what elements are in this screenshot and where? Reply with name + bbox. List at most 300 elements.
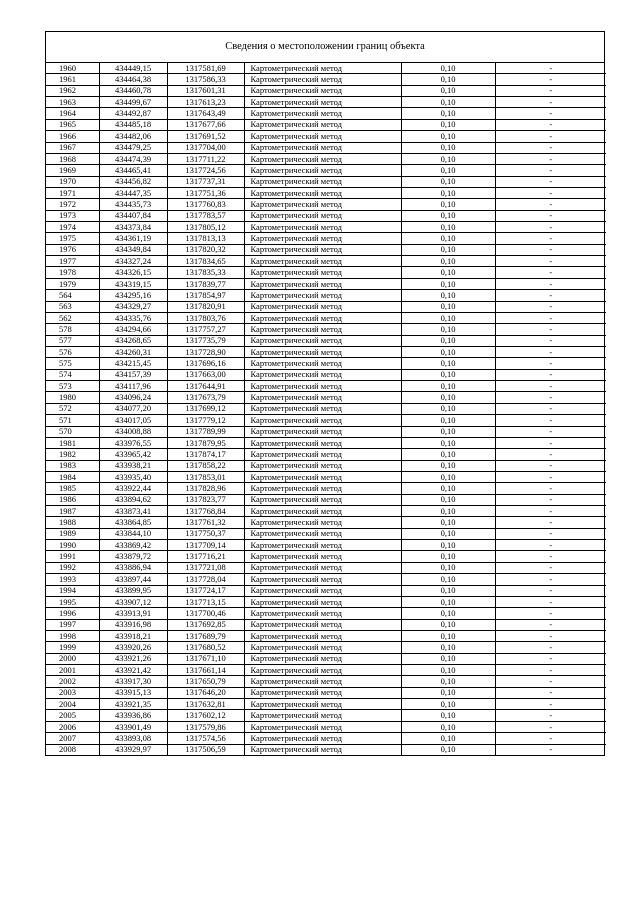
accuracy-cell: 0,10	[401, 653, 495, 664]
accuracy-cell: 0,10	[401, 574, 495, 585]
y-coordinate-cell: 1317601,31	[167, 85, 244, 96]
point-number-cell: 1973	[46, 210, 99, 221]
accuracy-cell: 0,10	[401, 210, 495, 221]
method-cell: Картометрический метод	[244, 85, 401, 96]
y-coordinate-cell: 1317643,49	[167, 108, 244, 119]
description-cell: -	[495, 483, 606, 494]
point-number-cell: 1963	[46, 97, 99, 108]
method-cell: Картометрический метод	[244, 483, 401, 494]
method-cell: Картометрический метод	[244, 665, 401, 676]
x-coordinate-cell: 433844,10	[99, 528, 167, 539]
table-row	[46, 710, 606, 721]
point-number-cell: 564	[46, 290, 99, 301]
point-number-cell: 2007	[46, 733, 99, 744]
table-row	[46, 74, 606, 85]
description-cell: -	[495, 721, 606, 732]
x-coordinate-cell: 434464,38	[99, 74, 167, 85]
point-number-cell: 2003	[46, 687, 99, 698]
y-coordinate-cell: 1317854,97	[167, 290, 244, 301]
x-coordinate-cell: 433922,44	[99, 483, 167, 494]
point-number-cell: 1984	[46, 471, 99, 482]
x-coordinate-cell: 434077,20	[99, 403, 167, 414]
y-coordinate-cell: 1317724,56	[167, 165, 244, 176]
x-coordinate-cell: 433921,26	[99, 653, 167, 664]
description-cell: -	[495, 210, 606, 221]
y-coordinate-cell: 1317853,01	[167, 471, 244, 482]
method-cell: Картометрический метод	[244, 392, 401, 403]
table-row	[46, 256, 606, 267]
y-coordinate-cell: 1317613,23	[167, 97, 244, 108]
x-coordinate-cell: 433921,35	[99, 699, 167, 710]
x-coordinate-cell: 433917,30	[99, 676, 167, 687]
x-coordinate-cell: 433920,26	[99, 642, 167, 653]
accuracy-cell: 0,10	[401, 687, 495, 698]
y-coordinate-cell: 1317751,36	[167, 187, 244, 198]
accuracy-cell: 0,10	[401, 449, 495, 460]
accuracy-cell: 0,10	[401, 63, 495, 74]
x-coordinate-cell: 434479,25	[99, 142, 167, 153]
x-coordinate-cell: 433918,21	[99, 630, 167, 641]
x-coordinate-cell: 433901,49	[99, 721, 167, 732]
x-coordinate-cell: 434335,76	[99, 312, 167, 323]
method-cell: Картометрический метод	[244, 574, 401, 585]
method-cell: Картометрический метод	[244, 210, 401, 221]
accuracy-cell: 0,10	[401, 415, 495, 426]
x-coordinate-cell: 433894,62	[99, 494, 167, 505]
accuracy-cell: 0,10	[401, 528, 495, 539]
accuracy-cell: 0,10	[401, 699, 495, 710]
y-coordinate-cell: 1317650,79	[167, 676, 244, 687]
y-coordinate-cell: 1317581,69	[167, 63, 244, 74]
table-row	[46, 63, 606, 74]
description-cell: -	[495, 517, 606, 528]
page-title: Сведения о местоположении границ объекта	[46, 32, 604, 63]
accuracy-cell: 0,10	[401, 460, 495, 471]
y-coordinate-cell: 1317813,13	[167, 233, 244, 244]
method-cell: Картометрический метод	[244, 256, 401, 267]
method-cell: Картометрический метод	[244, 517, 401, 528]
table-row	[46, 199, 606, 210]
description-cell: -	[495, 574, 606, 585]
y-coordinate-cell: 1317783,57	[167, 210, 244, 221]
table-row	[46, 233, 606, 244]
table-row	[46, 335, 606, 346]
y-coordinate-cell: 1317579,86	[167, 721, 244, 732]
y-coordinate-cell: 1317820,91	[167, 301, 244, 312]
accuracy-cell: 0,10	[401, 324, 495, 335]
point-number-cell: 2002	[46, 676, 99, 687]
table-row	[46, 301, 606, 312]
description-cell: -	[495, 551, 606, 562]
description-cell: -	[495, 608, 606, 619]
point-number-cell: 1982	[46, 449, 99, 460]
table-row	[46, 540, 606, 551]
description-cell: -	[495, 437, 606, 448]
description-cell: -	[495, 596, 606, 607]
accuracy-cell: 0,10	[401, 676, 495, 687]
y-coordinate-cell: 1317632,81	[167, 699, 244, 710]
table-row	[46, 665, 606, 676]
point-number-cell: 1961	[46, 74, 99, 85]
y-coordinate-cell: 1317586,33	[167, 74, 244, 85]
table-row	[46, 403, 606, 414]
table-row	[46, 471, 606, 482]
point-number-cell: 1988	[46, 517, 99, 528]
x-coordinate-cell: 434361,19	[99, 233, 167, 244]
description-cell: -	[495, 687, 606, 698]
point-number-cell: 1995	[46, 596, 99, 607]
table-row	[46, 187, 606, 198]
x-coordinate-cell: 434492,87	[99, 108, 167, 119]
description-cell: -	[495, 335, 606, 346]
y-coordinate-cell: 1317724,17	[167, 585, 244, 596]
point-number-cell: 578	[46, 324, 99, 335]
table-row	[46, 312, 606, 323]
boundary-sheet	[45, 31, 605, 756]
x-coordinate-cell: 433899,95	[99, 585, 167, 596]
point-number-cell: 1966	[46, 131, 99, 142]
description-cell: -	[495, 449, 606, 460]
method-cell: Картометрический метод	[244, 142, 401, 153]
table-row	[46, 346, 606, 357]
x-coordinate-cell: 434268,65	[99, 335, 167, 346]
y-coordinate-cell: 1317834,65	[167, 256, 244, 267]
y-coordinate-cell: 1317704,00	[167, 142, 244, 153]
x-coordinate-cell: 433936,86	[99, 710, 167, 721]
description-cell: -	[495, 358, 606, 369]
y-coordinate-cell: 1317858,22	[167, 460, 244, 471]
x-coordinate-cell: 433929,97	[99, 744, 167, 755]
table-row	[46, 483, 606, 494]
x-coordinate-cell: 434017,05	[99, 415, 167, 426]
table-row	[46, 153, 606, 164]
y-coordinate-cell: 1317750,37	[167, 528, 244, 539]
table-row	[46, 392, 606, 403]
method-cell: Картометрический метод	[244, 596, 401, 607]
accuracy-cell: 0,10	[401, 744, 495, 755]
x-coordinate-cell: 433864,85	[99, 517, 167, 528]
accuracy-cell: 0,10	[401, 358, 495, 369]
method-cell: Картометрический метод	[244, 687, 401, 698]
description-cell: -	[495, 630, 606, 641]
x-coordinate-cell: 434329,27	[99, 301, 167, 312]
point-number-cell: 1967	[46, 142, 99, 153]
table-row	[46, 426, 606, 437]
description-cell: -	[495, 346, 606, 357]
x-coordinate-cell: 433879,72	[99, 551, 167, 562]
y-coordinate-cell: 1317699,12	[167, 403, 244, 414]
method-cell: Картометрический метод	[244, 721, 401, 732]
description-cell: -	[495, 176, 606, 187]
x-coordinate-cell: 433869,42	[99, 540, 167, 551]
y-coordinate-cell: 1317737,31	[167, 176, 244, 187]
method-cell: Картометрический метод	[244, 449, 401, 460]
description-cell: -	[495, 119, 606, 130]
description-cell: -	[495, 153, 606, 164]
accuracy-cell: 0,10	[401, 176, 495, 187]
description-cell: -	[495, 63, 606, 74]
table-row	[46, 460, 606, 471]
x-coordinate-cell: 434482,06	[99, 131, 167, 142]
y-coordinate-cell: 1317671,10	[167, 653, 244, 664]
description-cell: -	[495, 267, 606, 278]
method-cell: Картометрический метод	[244, 676, 401, 687]
method-cell: Картометрический метод	[244, 312, 401, 323]
accuracy-cell: 0,10	[401, 256, 495, 267]
accuracy-cell: 0,10	[401, 346, 495, 357]
method-cell: Картометрический метод	[244, 653, 401, 664]
x-coordinate-cell: 433897,44	[99, 574, 167, 585]
table-row	[46, 642, 606, 653]
description-cell: -	[495, 665, 606, 676]
point-number-cell: 1978	[46, 267, 99, 278]
table-row	[46, 687, 606, 698]
method-cell: Картометрический метод	[244, 551, 401, 562]
x-coordinate-cell: 434485,18	[99, 119, 167, 130]
method-cell: Картометрический метод	[244, 506, 401, 517]
description-cell: -	[495, 528, 606, 539]
point-number-cell: 2004	[46, 699, 99, 710]
accuracy-cell: 0,10	[401, 335, 495, 346]
description-cell: -	[495, 233, 606, 244]
point-number-cell: 1992	[46, 562, 99, 573]
method-cell: Картометрический метод	[244, 358, 401, 369]
accuracy-cell: 0,10	[401, 733, 495, 744]
method-cell: Картометрический метод	[244, 324, 401, 335]
point-number-cell: 574	[46, 369, 99, 380]
method-cell: Картометрический метод	[244, 244, 401, 255]
method-cell: Картометрический метод	[244, 153, 401, 164]
table-row	[46, 324, 606, 335]
accuracy-cell: 0,10	[401, 721, 495, 732]
accuracy-cell: 0,10	[401, 369, 495, 380]
x-coordinate-cell: 434349,84	[99, 244, 167, 255]
point-number-cell: 1997	[46, 619, 99, 630]
accuracy-cell: 0,10	[401, 244, 495, 255]
accuracy-cell: 0,10	[401, 153, 495, 164]
method-cell: Картометрический метод	[244, 426, 401, 437]
description-cell: -	[495, 290, 606, 301]
method-cell: Картометрический метод	[244, 97, 401, 108]
accuracy-cell: 0,10	[401, 301, 495, 312]
description-cell: -	[495, 97, 606, 108]
description-cell: -	[495, 471, 606, 482]
point-number-cell: 2008	[46, 744, 99, 755]
description-cell: -	[495, 278, 606, 289]
table-row	[46, 176, 606, 187]
point-number-cell: 2001	[46, 665, 99, 676]
y-coordinate-cell: 1317721,08	[167, 562, 244, 573]
method-cell: Картометрический метод	[244, 222, 401, 233]
x-coordinate-cell: 434157,39	[99, 369, 167, 380]
y-coordinate-cell: 1317506,59	[167, 744, 244, 755]
method-cell: Картометрический метод	[244, 381, 401, 392]
point-number-cell: 1974	[46, 222, 99, 233]
description-cell: -	[495, 199, 606, 210]
x-coordinate-cell: 434373,84	[99, 222, 167, 233]
x-coordinate-cell: 434449,15	[99, 63, 167, 74]
description-cell: -	[495, 415, 606, 426]
description-cell: -	[495, 710, 606, 721]
table-row	[46, 369, 606, 380]
point-number-cell: 1960	[46, 63, 99, 74]
accuracy-cell: 0,10	[401, 131, 495, 142]
accuracy-cell: 0,10	[401, 437, 495, 448]
y-coordinate-cell: 1317761,32	[167, 517, 244, 528]
table-row	[46, 619, 606, 630]
method-cell: Картометрический метод	[244, 585, 401, 596]
y-coordinate-cell: 1317680,52	[167, 642, 244, 653]
method-cell: Картометрический метод	[244, 131, 401, 142]
description-cell: -	[495, 165, 606, 176]
point-number-cell: 1977	[46, 256, 99, 267]
y-coordinate-cell: 1317828,96	[167, 483, 244, 494]
point-number-cell: 1980	[46, 392, 99, 403]
x-coordinate-cell: 433915,13	[99, 687, 167, 698]
accuracy-cell: 0,10	[401, 665, 495, 676]
accuracy-cell: 0,10	[401, 619, 495, 630]
description-cell: -	[495, 222, 606, 233]
x-coordinate-cell: 433893,08	[99, 733, 167, 744]
y-coordinate-cell: 1317692,85	[167, 619, 244, 630]
description-cell: -	[495, 494, 606, 505]
description-cell: -	[495, 381, 606, 392]
point-number-cell: 1986	[46, 494, 99, 505]
x-coordinate-cell: 433913,91	[99, 608, 167, 619]
y-coordinate-cell: 1317820,32	[167, 244, 244, 255]
table-row	[46, 517, 606, 528]
x-coordinate-cell: 434435,73	[99, 199, 167, 210]
method-cell: Картометрический метод	[244, 494, 401, 505]
accuracy-cell: 0,10	[401, 187, 495, 198]
method-cell: Картометрический метод	[244, 619, 401, 630]
method-cell: Картометрический метод	[244, 346, 401, 357]
point-number-cell: 577	[46, 335, 99, 346]
accuracy-cell: 0,10	[401, 585, 495, 596]
x-coordinate-cell: 434499,67	[99, 97, 167, 108]
description-cell: -	[495, 369, 606, 380]
accuracy-cell: 0,10	[401, 222, 495, 233]
accuracy-cell: 0,10	[401, 596, 495, 607]
method-cell: Картометрический метод	[244, 630, 401, 641]
method-cell: Картометрический метод	[244, 199, 401, 210]
accuracy-cell: 0,10	[401, 97, 495, 108]
y-coordinate-cell: 1317673,79	[167, 392, 244, 403]
description-cell: -	[495, 74, 606, 85]
description-cell: -	[495, 392, 606, 403]
method-cell: Картометрический метод	[244, 471, 401, 482]
point-number-cell: 1976	[46, 244, 99, 255]
table-row	[46, 721, 606, 732]
coordinates-table	[46, 63, 606, 755]
table-row	[46, 449, 606, 460]
y-coordinate-cell: 1317803,76	[167, 312, 244, 323]
point-number-cell: 1981	[46, 437, 99, 448]
point-number-cell: 1994	[46, 585, 99, 596]
description-cell: -	[495, 312, 606, 323]
point-number-cell: 1975	[46, 233, 99, 244]
table-row	[46, 415, 606, 426]
accuracy-cell: 0,10	[401, 165, 495, 176]
table-row	[46, 119, 606, 130]
y-coordinate-cell: 1317661,14	[167, 665, 244, 676]
description-cell: -	[495, 460, 606, 471]
description-cell: -	[495, 733, 606, 744]
y-coordinate-cell: 1317677,66	[167, 119, 244, 130]
method-cell: Картометрический метод	[244, 608, 401, 619]
accuracy-cell: 0,10	[401, 142, 495, 153]
method-cell: Картометрический метод	[244, 165, 401, 176]
table-row	[46, 267, 606, 278]
accuracy-cell: 0,10	[401, 392, 495, 403]
coordinates-table-body	[46, 63, 606, 755]
accuracy-cell: 0,10	[401, 642, 495, 653]
point-number-cell: 1991	[46, 551, 99, 562]
accuracy-cell: 0,10	[401, 267, 495, 278]
table-row	[46, 574, 606, 585]
x-coordinate-cell: 434474,39	[99, 153, 167, 164]
method-cell: Картометрический метод	[244, 540, 401, 551]
point-number-cell: 2005	[46, 710, 99, 721]
accuracy-cell: 0,10	[401, 312, 495, 323]
y-coordinate-cell: 1317691,52	[167, 131, 244, 142]
method-cell: Картометрический метод	[244, 176, 401, 187]
point-number-cell: 562	[46, 312, 99, 323]
point-number-cell: 1998	[46, 630, 99, 641]
table-row	[46, 222, 606, 233]
table-row	[46, 244, 606, 255]
method-cell: Картометрический метод	[244, 528, 401, 539]
table-row	[46, 97, 606, 108]
method-cell: Картометрический метод	[244, 267, 401, 278]
accuracy-cell: 0,10	[401, 199, 495, 210]
method-cell: Картометрический метод	[244, 278, 401, 289]
table-row	[46, 131, 606, 142]
method-cell: Картометрический метод	[244, 369, 401, 380]
x-coordinate-cell: 434117,96	[99, 381, 167, 392]
description-cell: -	[495, 699, 606, 710]
x-coordinate-cell: 434407,84	[99, 210, 167, 221]
x-coordinate-cell: 434447,35	[99, 187, 167, 198]
method-cell: Картометрический метод	[244, 460, 401, 471]
description-cell: -	[495, 653, 606, 664]
description-cell: -	[495, 506, 606, 517]
accuracy-cell: 0,10	[401, 74, 495, 85]
point-number-cell: 1983	[46, 460, 99, 471]
method-cell: Картометрический метод	[244, 733, 401, 744]
x-coordinate-cell: 433976,55	[99, 437, 167, 448]
method-cell: Картометрический метод	[244, 403, 401, 414]
method-cell: Картометрический метод	[244, 301, 401, 312]
x-coordinate-cell: 434008,88	[99, 426, 167, 437]
y-coordinate-cell: 1317713,15	[167, 596, 244, 607]
point-number-cell: 1970	[46, 176, 99, 187]
method-cell: Картометрический метод	[244, 63, 401, 74]
table-row	[46, 290, 606, 301]
y-coordinate-cell: 1317711,22	[167, 153, 244, 164]
table-row	[46, 585, 606, 596]
x-coordinate-cell: 433907,12	[99, 596, 167, 607]
accuracy-cell: 0,10	[401, 608, 495, 619]
x-coordinate-cell: 434327,24	[99, 256, 167, 267]
accuracy-cell: 0,10	[401, 517, 495, 528]
accuracy-cell: 0,10	[401, 506, 495, 517]
y-coordinate-cell: 1317716,21	[167, 551, 244, 562]
point-number-cell: 1979	[46, 278, 99, 289]
y-coordinate-cell: 1317789,99	[167, 426, 244, 437]
y-coordinate-cell: 1317602,12	[167, 710, 244, 721]
table-row	[46, 358, 606, 369]
